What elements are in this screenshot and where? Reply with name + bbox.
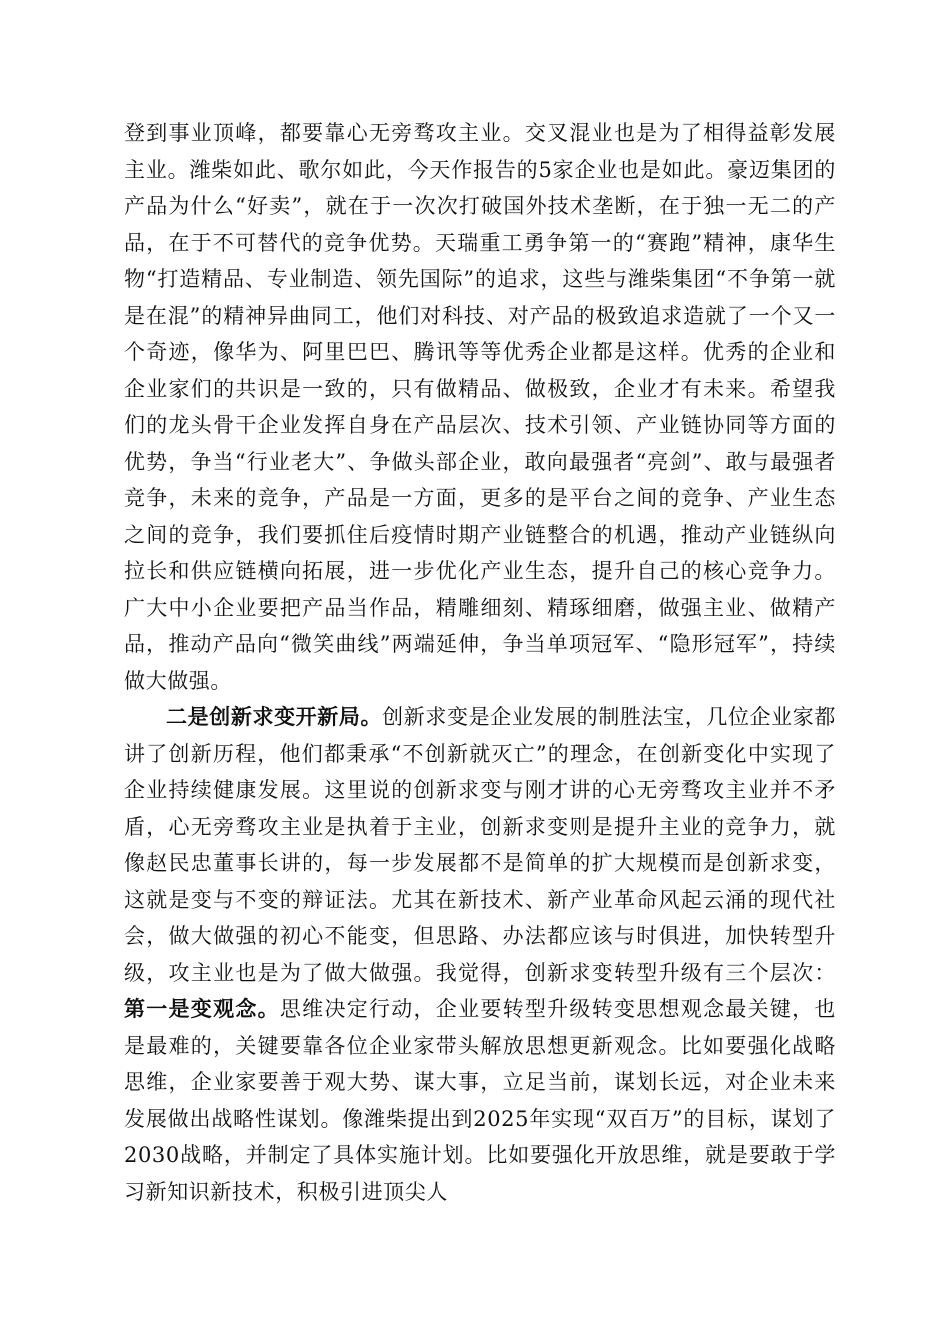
- paragraph-2-text-a: 创新求变是企业发展的制胜法宝，几位企业家都讲了创新历程，他们都秉承“不创新就灭亡”的理念，在创新变化中实现了企业持续健康发展。这里说的创新求变与刚才讲的心无旁骛攻主业并不矛盾，心无旁骛攻主业是执着于主业，创新求变则是提升主业的竞争力，就像赵民忠董事长讲的，每一步发展都不是简单的扩大规模而是创新求变，这就是变与不变的辩证法。尤其在新技术、新产业革命风起云涌的现代社会，做大做强的初心不能变，但思路、办法都应该与时俱进，加快转型升级，攻主业也是为了做大做强。我觉得，创新求变转型升级有三个层次：: [124, 705, 836, 985]
- sub-heading: 第一是变观念。: [124, 996, 280, 1021]
- paragraph-1: 登到事业顶峰，都要靠心无旁骛攻主业。交叉混业也是为了相得益彰发展主业。潍柴如此、歌尔如此，今天作报告的5家企业也是如此。豪迈集团的产品为什么“好卖”，就在于一次次打破国外技术垄断，在于独一无二的产品，在于不可替代的竞争优势。天瑞重工勇争第一的“赛跑”精神，康华生物“打造精品、专业制造、领先国际”的追求，这些与潍柴集团“不争第一就是在混”的精神异曲同工，他们对科技、对产品的极致追求造就了一个又一个奇迹，像华为、阿里巴巴、腾讯等等优秀企业都是这样。优秀的企业和企业家们的共识是一致的，只有做精品、做极致，企业才有未来。希望我们的龙头骨干企业发挥自身在产品层次、技术引领、产业链协同等方面的优势，争当“行业老大”、争做头部企业，敢向最强者“亮剑”、敢与最强者竞争，未来的竞争，产品是一方面，更多的是平台之间的竞争、产业生态之间的竞争，我们要抓住后疫情时期产业链整合的机遇，推动产业链纵向拉长和供应链横向拓展，进一步优化产业生态，提升自己的核心竞争力。广大中小企业要把产品当作品，精雕细刻、精琢细磨，做强主业、做精产品，推动产品向“微笑曲线”两端延伸，争当单项冠军、“隐形冠军”，持续做大做强。: [124, 121, 836, 693]
- paragraph-2: [124, 699, 836, 1210]
- paragraph-2-text-b: 思维决定行动，企业要转型升级转变思想观念最关键，也是最难的，关键要靠各位企业家带头解放思想更新观念。比如要强化战略思维，企业家要善于观大势、谋大事，立足当前，谋划长远，对企业未来发展做出战略性谋划。像潍柴提出到2025年实现“双百万”的目标，谋划了2030战略，并制定了具体实施计划。比如要强化开放思维，就是要敢于学习新知识新技术，积极引进顶尖人: [124, 997, 837, 1204]
- section-heading: 二是创新求变开新局。: [166, 704, 383, 729]
- body-text: [124, 115, 836, 1210]
